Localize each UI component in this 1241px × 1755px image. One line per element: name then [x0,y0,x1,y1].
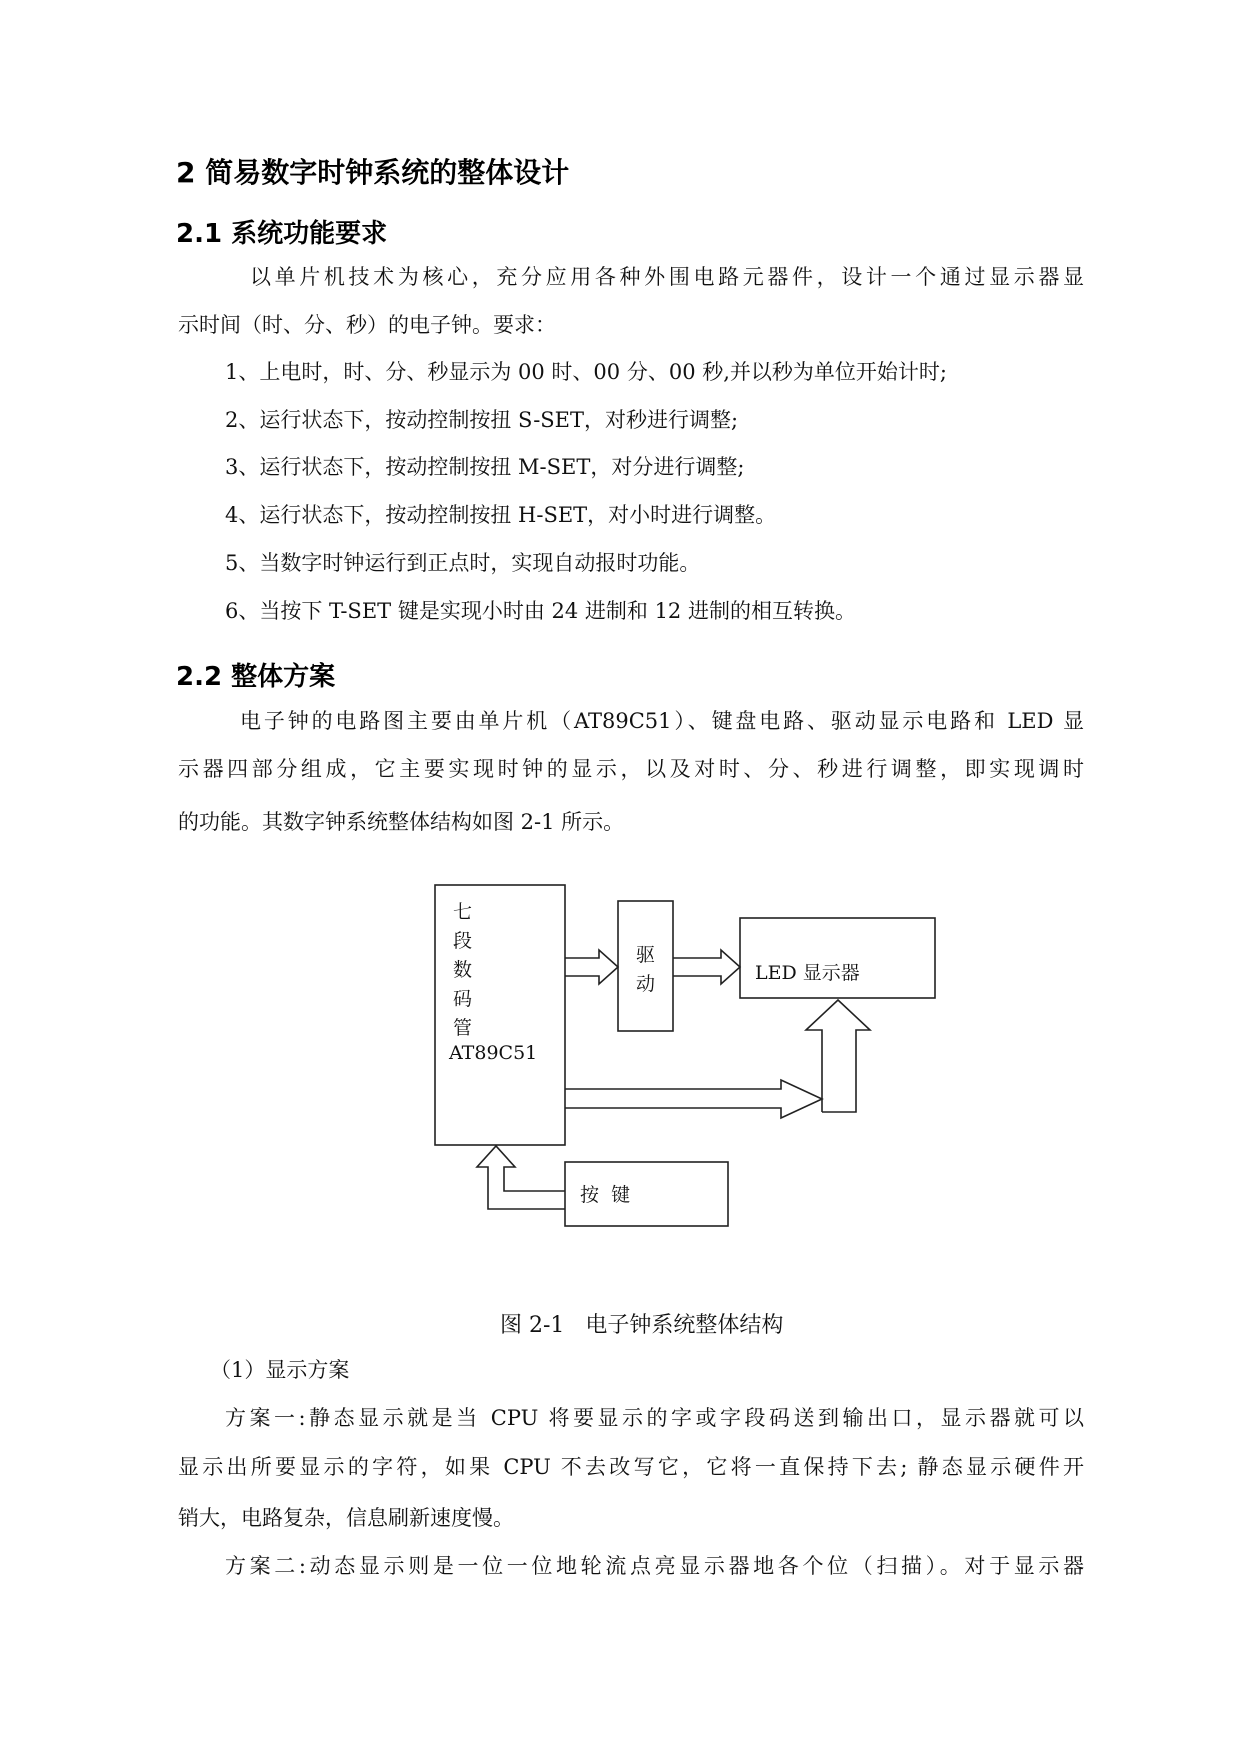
sec22-line1: 电子钟的电路图主要由单片机（AT89C51）、键盘电路、驱动显示电路和 LED 显 [240,709,1084,733]
sec22-line2: 示器四部分组成，它主要实现时钟的显示，以及对时、分、秒进行调整，即实现调时 [178,757,1084,781]
mcu-label-char-4: 码 [453,988,473,1010]
scheme2-line1: 方案二:动态显示则是一位一位地轮流点亮显示器地各个位（扫描）。对于显示器 [225,1554,1084,1578]
requirement-item-4: 4、运行状态下，按动控制按扭 H-SET，对小时进行调整。 [225,503,777,527]
arrow-key-to-mcu [477,1146,565,1209]
arrow-driver-to-led [673,950,740,984]
display-scheme-heading: （1）显示方案 [210,1358,350,1382]
mcu-label-char-1: 七 [453,901,473,923]
section-2-1-title: 2.1 系统功能要求 [176,219,388,249]
arrow-mcu-to-driver [565,950,618,984]
sec21-paragraph-line2: 示时间（时、分、秒）的电子钟。要求： [178,313,556,337]
mcu-label-char-5: 管 [453,1017,473,1039]
scheme1-line1: 方案一:静态显示就是当 CPU 将要显示的字或字段码送到输出口，显示器就可以 [225,1406,1084,1430]
chapter-title: 2 简易数字时钟系统的整体设计 [176,156,570,189]
mcu-label-char-3: 数 [453,959,473,981]
driver-label-char-2: 动 [636,973,656,995]
requirement-item-6: 6、当按下 T-SET 键是实现小时由 24 进制和 12 进制的相互转换。 [225,599,856,623]
requirement-item-1: 1、上电时，时、分、秒显示为 00 时、00 分、00 秒,并以秒为单位开始计时; [225,360,947,384]
led-display-label: LED 显示器 [755,962,860,984]
requirement-item-5: 5、当数字时钟运行到正点时，实现自动报时功能。 [225,551,701,575]
requirement-item-2: 2、运行状态下，按动控制按扭 S-SET，对秒进行调整; [225,408,739,432]
scheme1-line3: 销大，电路复杂，信息刷新速度慢。 [178,1506,514,1530]
key-label: 按 键 [580,1184,631,1206]
sec22-line3: 的功能。其数字钟系统整体结构如图 2-1 所示。 [178,810,625,834]
scheme1-line2: 显示出所要显示的字符，如果 CPU 不去改写它，它将一直保持下去; 静态显示硬件开 [178,1455,1084,1479]
requirement-item-3: 3、运行状态下，按动控制按扭 M-SET，对分进行调整; [225,455,745,479]
mcu-label-char-2: 段 [453,930,473,952]
arrow-mcu-to-bitselect [565,1080,822,1118]
driver-label-char-1: 驱 [636,944,656,966]
figure-caption: 图 2-1 电子钟系统整体结构 [500,1313,784,1338]
sec21-paragraph-line1: 以单片机技术为核心，充分应用各种外围电路元器件，设计一个通过显示器显 [250,265,1084,289]
section-2-2-title: 2.2 整体方案 [176,662,336,692]
mcu-model-label: AT89C51 [449,1042,538,1064]
